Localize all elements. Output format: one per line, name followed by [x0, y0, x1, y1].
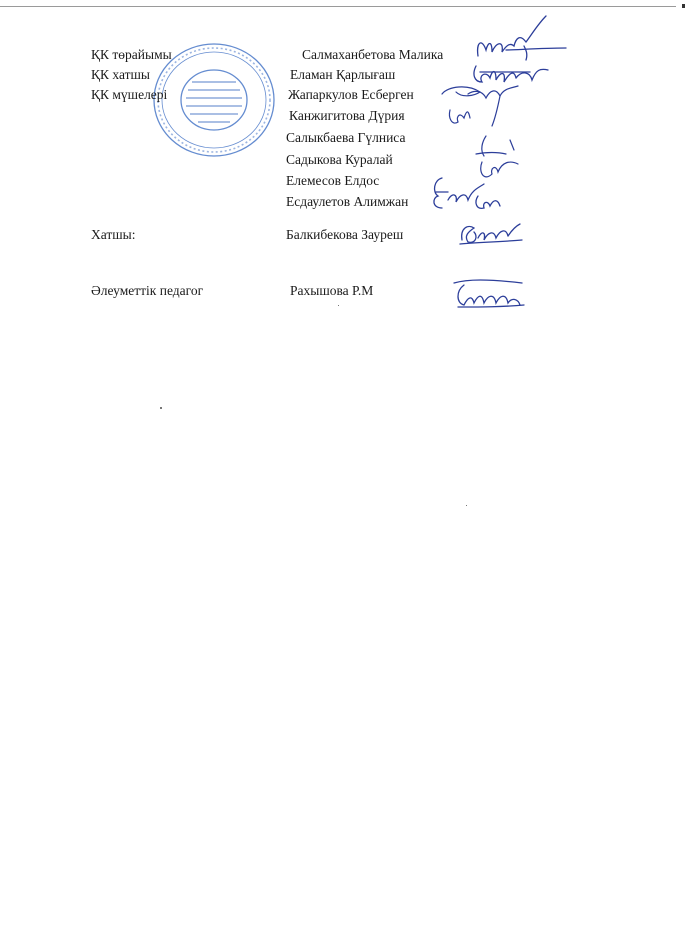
corner-mark	[682, 4, 685, 8]
chair-label: ҚК төрайымы	[91, 47, 172, 62]
member-name: Жапаркулов Есберген	[288, 87, 414, 102]
scan-speck	[160, 407, 162, 409]
members-label: ҚК мүшелері	[91, 87, 168, 102]
member-name: Канжигитова Дүрия	[289, 108, 405, 123]
member-name: Есдаулетов Алимжан	[286, 194, 409, 209]
signature-social-pedagogue	[446, 277, 528, 311]
scan-speck	[338, 305, 339, 306]
signature-secretary-title	[456, 220, 526, 250]
chair-name: Салмаханбетова Малика	[302, 47, 444, 62]
signature-member	[428, 172, 518, 218]
member-name: Елемесов Елдос	[286, 173, 380, 188]
social-pedagogue-label: Әлеуметтік педагог	[91, 283, 204, 298]
secretary-title-name: Балкибекова Зауреш	[286, 227, 404, 242]
signature-member	[438, 82, 533, 134]
social-pedagogue-name: Рахышова Р.М	[290, 283, 374, 298]
signature-chair	[470, 12, 570, 64]
secretary-title-label: Хатшы:	[91, 227, 136, 242]
page-top-edge	[0, 6, 676, 7]
scan-speck	[466, 505, 467, 506]
secretary-label: ҚК хатшы	[91, 67, 150, 82]
member-name: Садыкова Куралай	[286, 152, 393, 167]
secretary-name: Еламан Қарлығаш	[290, 67, 396, 82]
member-name: Салыкбаева Гүлниса	[286, 130, 406, 145]
